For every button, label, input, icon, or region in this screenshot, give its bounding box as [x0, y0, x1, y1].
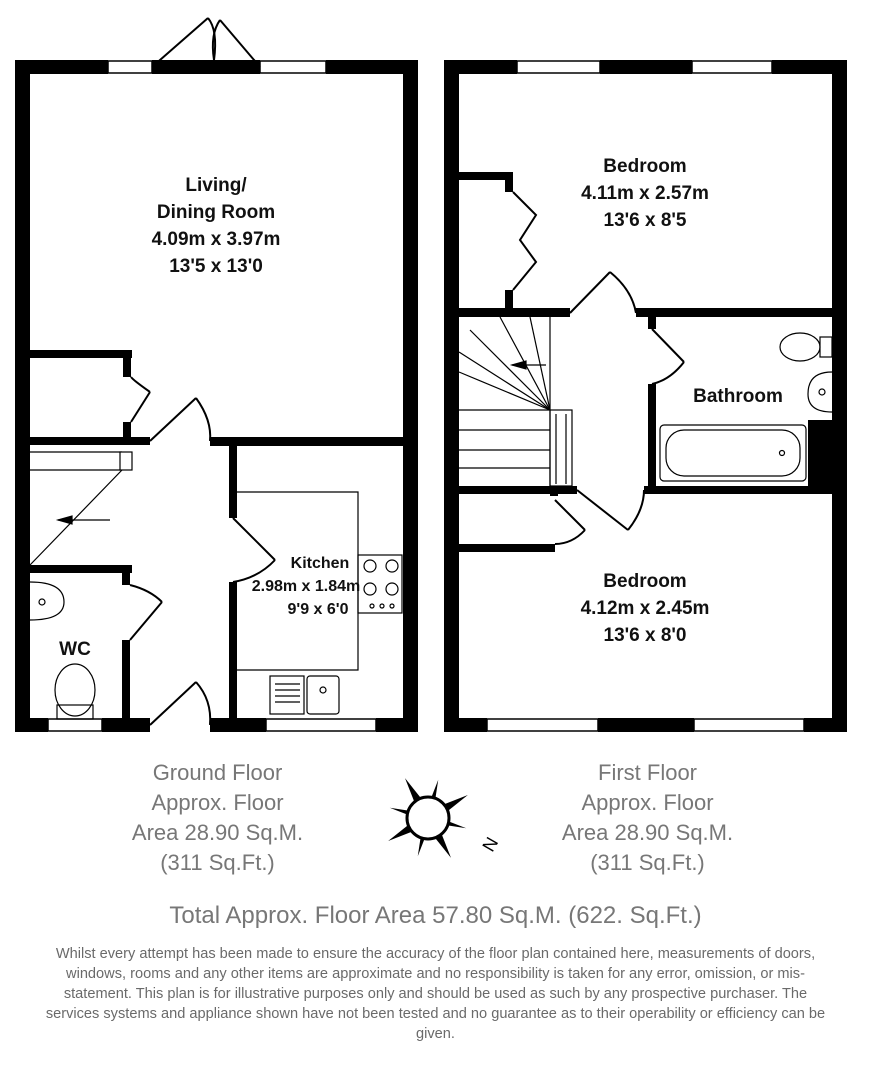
total-floor-area: Total Approx. Floor Area 57.80 Sq.M. (622. Sq.Ft.) — [169, 902, 702, 929]
bedroom-2-metric: 4.12m x 2.45m — [580, 598, 710, 619]
first-floor-area-line: Approx. Floor — [581, 790, 714, 815]
kitchen-name: Kitchen — [290, 555, 350, 572]
living-room-metric: 4.09m x 3.97m — [151, 229, 281, 250]
first-floor-area-line: First Floor — [598, 760, 697, 785]
ground-floor-area-line: Area 28.90 Sq.M. — [131, 820, 304, 845]
kitchen-metric: 2.98m x 1.84m — [251, 578, 361, 595]
ground-floor-area-line: (311 Sq.Ft.) — [160, 850, 275, 875]
bedroom-2-name: Bedroom — [603, 571, 687, 592]
first-floor-area — [530, 758, 765, 878]
ground-floor-area-line: Ground Floor — [152, 760, 283, 785]
ground-floor-doors — [130, 377, 275, 725]
bedroom-1-metric: 4.11m x 2.57m — [581, 183, 709, 204]
french-doors-icon — [152, 18, 260, 67]
compass-rose-icon — [365, 755, 491, 881]
compass-north-label: N — [478, 833, 503, 855]
disclaimer-text: Whilst every attempt has been made to ensure the accuracy of the floor plan contained here, measurements of doors, windows, rooms and any other items are approximate and no responsibility is taken for any error, omission, or mis-statement. This plan is for illustrative purposes only and should be used as such by any prospective purchaser. The services systems and appliance shown have not been tested and no guarantee as to their operability or efficiency can be given. — [45, 946, 826, 1042]
bathroom-name: Bathroom — [693, 386, 783, 407]
bedroom-1-name: Bedroom — [603, 156, 687, 177]
first-floor-plan — [444, 60, 847, 732]
living-room-name: Living/ — [185, 175, 247, 196]
bedroom-2-imperial: 13'6 x 8'0 — [603, 625, 687, 646]
ground-floor-windows — [48, 61, 376, 731]
bathroom-fixtures — [660, 333, 832, 481]
ground-floor-area-line: Approx. Floor — [151, 790, 284, 815]
kitchen-imperial: 9'9 x 6'0 — [287, 601, 349, 618]
first-floor-area-line: (311 Sq.Ft.) — [590, 850, 705, 875]
ground-stairs-icon — [28, 452, 132, 565]
ground-floor-area — [100, 758, 335, 878]
living-room-name-2: Dining Room — [156, 202, 276, 223]
bedroom-1-imperial: 13'6 x 8'5 — [603, 210, 687, 231]
first-stairs-icon — [459, 317, 572, 486]
wc-name: WC — [59, 639, 91, 660]
living-room-imperial: 13'5 x 13'0 — [169, 256, 263, 277]
first-floor-area-line: Area 28.90 Sq.M. — [561, 820, 734, 845]
ground-floor-plan — [15, 18, 418, 732]
